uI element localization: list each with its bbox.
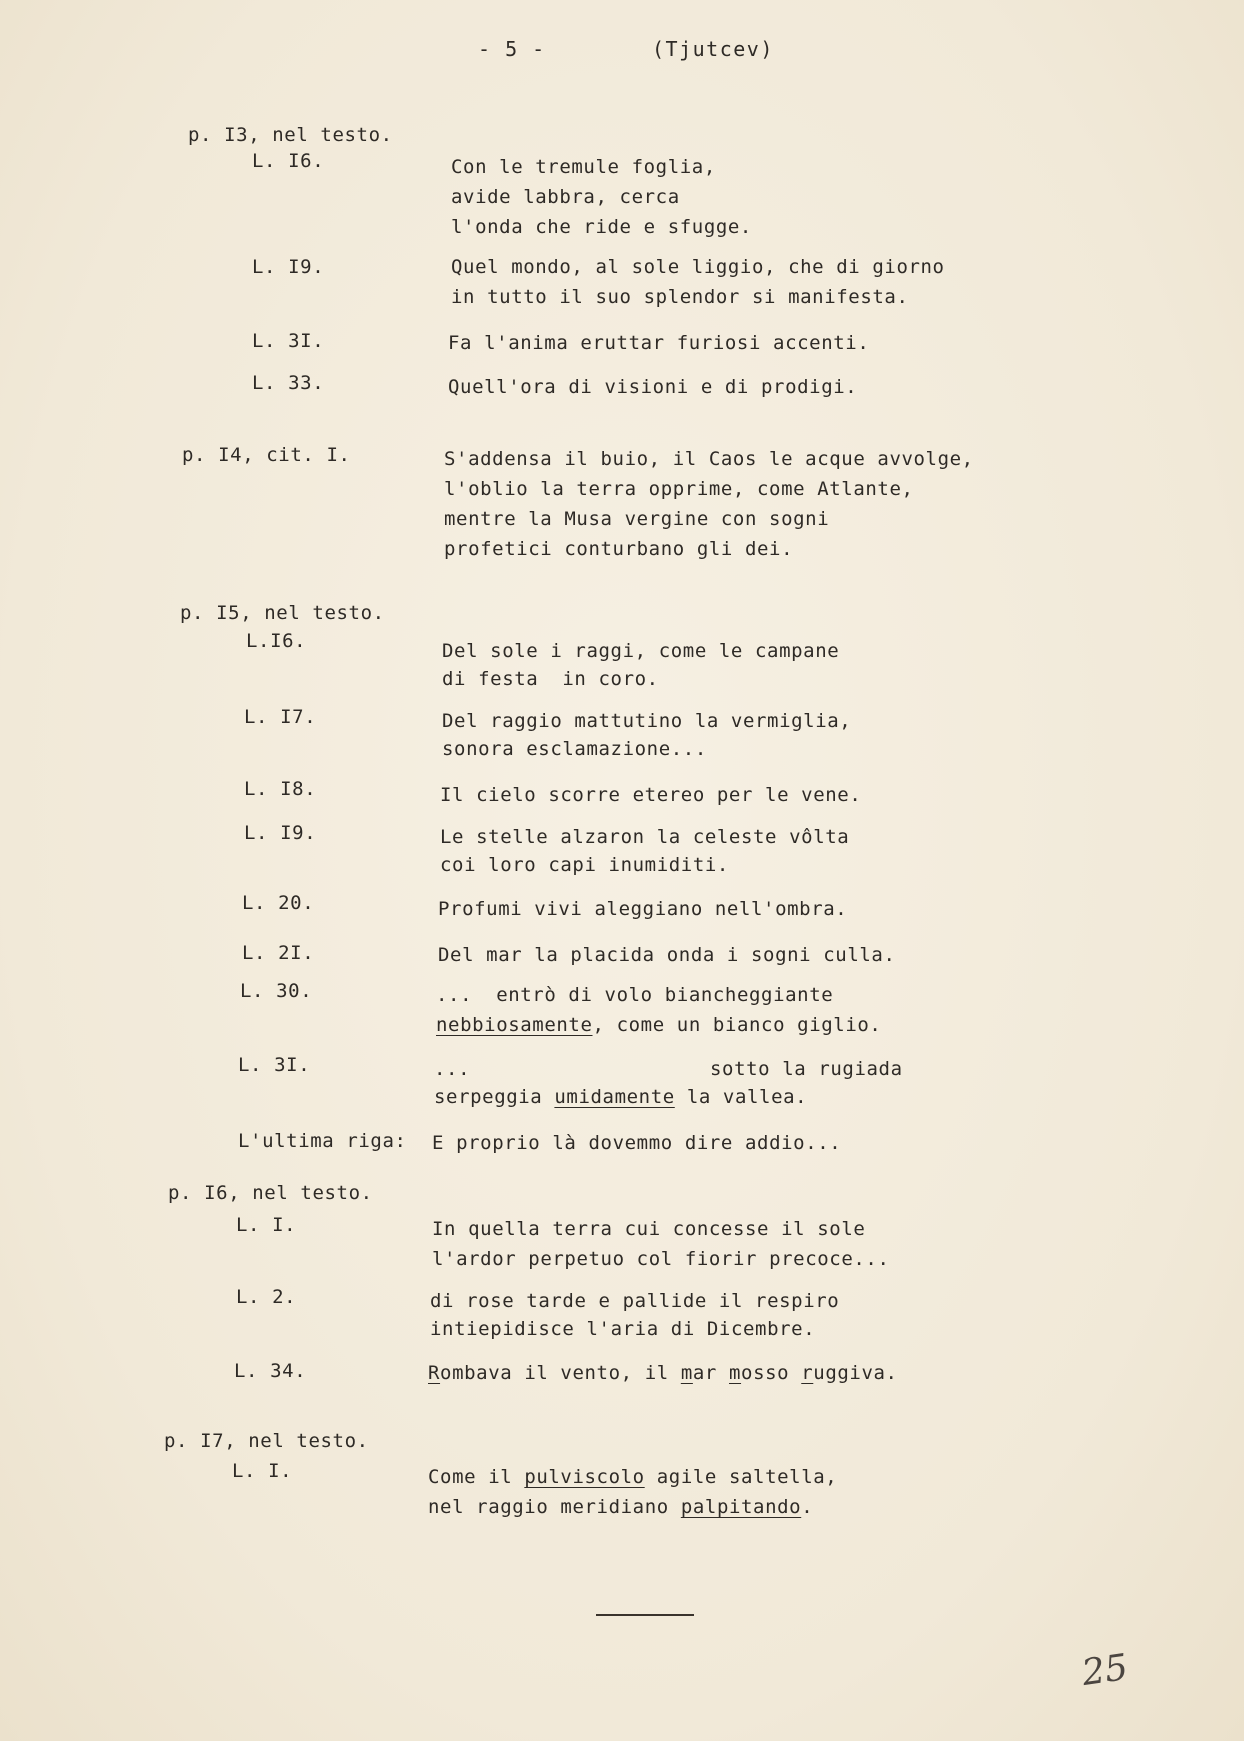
quote-line: serpeggia umidamente la vallea. [434, 1086, 808, 1108]
quote-line: Come il pulviscolo agile saltella, [428, 1466, 838, 1488]
quote-line: nel raggio meridiano palpitando. [428, 1496, 814, 1518]
line-ref: L. I9. [252, 256, 325, 278]
line-ref: L. I. [232, 1460, 293, 1482]
line-ref: L. 2. [236, 1286, 297, 1308]
quote-line: l'onda che ride e sfugge. [451, 216, 752, 238]
quote-line: ... [434, 1058, 471, 1080]
quote-line: l'ardor perpetuo col fiorir precoce... [432, 1248, 890, 1270]
quote-line: E proprio là dovemmo dire addio... [432, 1132, 842, 1154]
quote-line: Fa l'anima eruttar furiosi accenti. [448, 332, 870, 354]
underlined-word: pulviscolo [524, 1466, 645, 1488]
quote-line: Del sole i raggi, come le campane [442, 640, 840, 662]
section-heading: p. I6, nel testo. [168, 1182, 373, 1204]
section-heading: p. I7, nel testo. [164, 1430, 369, 1452]
author-name: (Tjutcev) [652, 37, 774, 61]
quote-line: sotto la rugiada [710, 1058, 903, 1080]
quote-line: profetici conturbano gli dei. [444, 538, 794, 560]
quote-line: Del raggio mattutino la vermiglia, [442, 710, 852, 732]
line-ref: L. I. [236, 1214, 297, 1236]
quote-line: In quella terra cui concesse il sole [432, 1218, 866, 1240]
line-ref: L. 3I. [238, 1054, 311, 1076]
line-ref: L. 33. [252, 372, 325, 394]
quote-line: in tutto il suo splendor si manifesta. [451, 286, 909, 308]
line-ref: L. I9. [244, 822, 317, 844]
line-ref: L. I8. [244, 778, 317, 800]
quote-line: Del mar la placida onda i sogni culla. [438, 944, 896, 966]
underlined-word: nebbiosamente [436, 1014, 593, 1036]
handwritten-folio-number: 25 [1079, 1647, 1131, 1694]
quote-line: intiepidisce l'aria di Dicembre. [430, 1318, 816, 1340]
line-ref: L.I6. [246, 630, 307, 652]
quote-line: nebbiosamente, come un bianco giglio. [436, 1014, 882, 1036]
line-ref: L. 30. [240, 980, 313, 1002]
closing-rule [596, 1614, 694, 1616]
quote-line: mentre la Musa vergine con sogni [444, 508, 830, 530]
last-line-label: L'ultima riga: [238, 1130, 407, 1152]
quote-line: ... entrò di volo biancheggiante [436, 984, 834, 1006]
section-heading: p. I3, nel testo. [188, 124, 393, 146]
quote-line: l'oblio la terra opprime, come Atlante, [444, 478, 914, 500]
section-heading: p. I5, nel testo. [180, 602, 385, 624]
page-number: - 5 - [478, 37, 546, 61]
line-ref: L. I7. [244, 706, 317, 728]
quote-line: di festa in coro. [442, 668, 659, 690]
quote-line: avide labbra, cerca [451, 186, 680, 208]
quote-line: Rombava il vento, il mar mosso ruggiva. [428, 1362, 898, 1384]
quote-line: Le stelle alzaron la celeste vôlta [440, 826, 850, 848]
underlined-word: palpitando [680, 1496, 802, 1518]
line-ref: L. 3I. [252, 330, 325, 352]
line-ref: L. I6. [252, 150, 325, 172]
quote-line: di rose tarde e pallide il respiro [430, 1290, 840, 1312]
quote-line: Quell'ora di visioni e di prodigi. [448, 376, 858, 398]
line-ref: L. 20. [242, 892, 315, 914]
section-heading: p. I4, cit. I. [182, 444, 351, 466]
quote-line: Con le tremule foglia, [451, 156, 716, 178]
underlined-word: umidamente [554, 1086, 675, 1108]
quote-line: Quel mondo, al sole liggio, che di giorno [451, 256, 945, 278]
quote-line: Profumi vivi aleggiano nell'ombra. [438, 898, 848, 920]
line-ref: L. 2I. [242, 942, 315, 964]
quote-line: S'addensa il buio, il Caos le acque avvolge, [444, 448, 974, 470]
line-ref: L. 34. [234, 1360, 307, 1382]
quote-line: Il cielo scorre etereo per le vene. [440, 784, 862, 806]
quote-line: coi loro capi inumiditi. [440, 854, 729, 876]
quote-line: sonora esclamazione... [442, 738, 707, 760]
